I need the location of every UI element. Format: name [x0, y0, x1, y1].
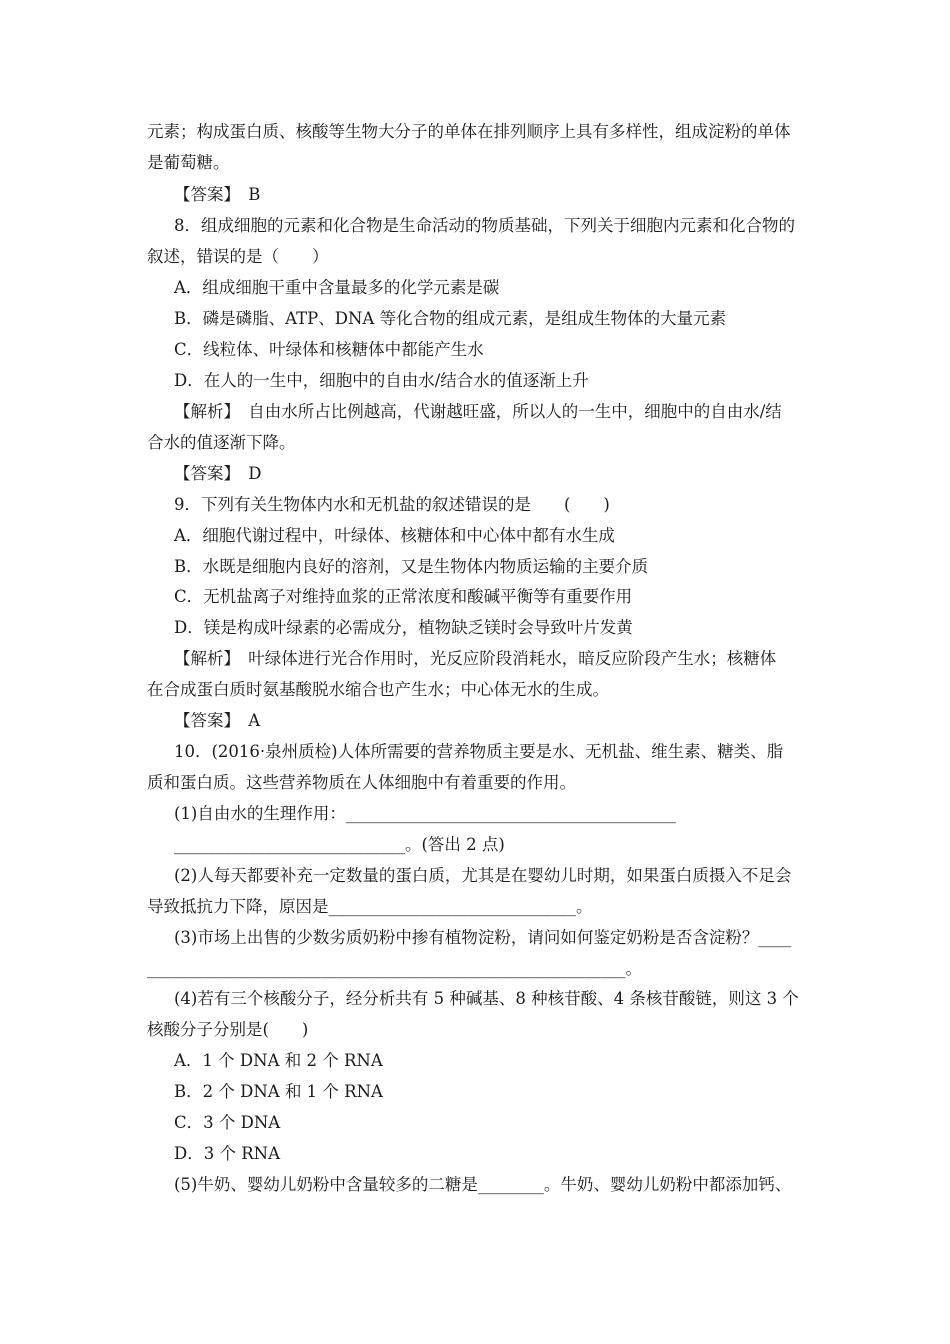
option-c: C．3 个 DNA — [174, 1113, 281, 1132]
option-c: C．线粒体、叶绿体和核糖体中都能产生水 — [174, 340, 484, 359]
sub-question-5: (5)牛奶、婴幼儿奶粉中含量较多的二糖是________。牛奶、婴幼儿奶粉中都添加钙、 — [174, 1175, 792, 1194]
text-line: 叙述，错误的是（ ） — [147, 247, 329, 266]
sub-question-4: (4)若有三个核酸分子，经分析共有 5 种碱基、8 种核苷酸、4 条核苷酸链，则这 3 个 — [174, 989, 799, 1008]
option-a: A．组成细胞干重中含量最多的化学元素是碳 — [174, 278, 500, 297]
option-b: B．磷是磷脂、ATP、DNA 等化合物的组成元素，是组成生物体的大量元素 — [174, 309, 727, 328]
sub-question-3: (3)市场上出售的少数劣质奶粉中掺有植物淀粉，请问如何鉴定奶粉是否含淀粉？____ — [174, 928, 792, 947]
question-9: 9．下列有关生物体内水和无机盐的叙述错误的是 ( ) — [174, 495, 610, 514]
question-8: 8．组成细胞的元素和化合物是生命活动的物质基础，下列关于细胞内元素和化合物的 — [174, 216, 795, 235]
answer-label: 【答案】 B — [174, 185, 261, 204]
text-line: 是葡萄糖。 — [147, 153, 230, 172]
text-line: 元素；构成蛋白质、核酸等生物大分子的单体在排列顺序上具有多样性，组成淀粉的单体 — [147, 122, 791, 141]
option-d: D．在人的一生中，细胞中的自由水/结合水的值逐渐上升 — [174, 371, 589, 390]
text-line: 合水的值逐渐下降。 — [147, 433, 296, 452]
text-line: 在合成蛋白质时氨基酸脱水缩合也产生水；中心体无水的生成。 — [147, 680, 609, 699]
option-b: B．2 个 DNA 和 1 个 RNA — [174, 1082, 383, 1101]
option-b: B．水既是细胞内良好的溶剂，又是生物体内物质运输的主要介质 — [174, 557, 649, 576]
option-a: A．1 个 DNA 和 2 个 RNA — [174, 1051, 383, 1070]
answer-label: 【答案】 D — [174, 464, 262, 483]
option-a: A．细胞代谢过程中，叶绿体、核糖体和中心体中都有水生成 — [174, 526, 615, 545]
text-line: ____________________________。(答出 2 点) — [174, 835, 505, 854]
text-line: 导致抵抗力下降，原因是______________________________。 — [147, 897, 593, 916]
text-line: 质和蛋白质。这些营养物质在人体细胞中有着重要的作用。 — [147, 773, 576, 792]
answer-label: 【答案】 A — [174, 711, 261, 730]
option-c: C．无机盐离子对维持血浆的正常浓度和酸碱平衡等有重要作用 — [174, 587, 633, 606]
analysis-label: 【解析】 自由水所占比例越高，代谢越旺盛，所以人的一生中，细胞中的自由水/结 — [174, 402, 782, 421]
option-d: D．3 个 RNA — [174, 1144, 280, 1163]
sub-question-1: (1)自由水的生理作用：________________________________________ — [174, 804, 676, 823]
text-line: __________________________________________________________。 — [147, 959, 642, 978]
option-d: D．镁是构成叶绿素的必需成分，植物缺乏镁时会导致叶片发黄 — [174, 618, 633, 637]
question-10: 10．(2016·泉州质检)人体所需要的营养物质主要是水、无机盐、维生素、糖类、脂 — [174, 742, 784, 761]
text-line: 核酸分子分别是( ) — [147, 1020, 309, 1039]
analysis-label: 【解析】 叶绿体进行光合作用时，光反应阶段消耗水，暗反应阶段产生水；核糖体 — [174, 649, 777, 668]
sub-question-2: (2)人每天都要补充一定数量的蛋白质，尤其是在婴幼儿时期，如果蛋白质摄入不足会 — [174, 866, 792, 885]
